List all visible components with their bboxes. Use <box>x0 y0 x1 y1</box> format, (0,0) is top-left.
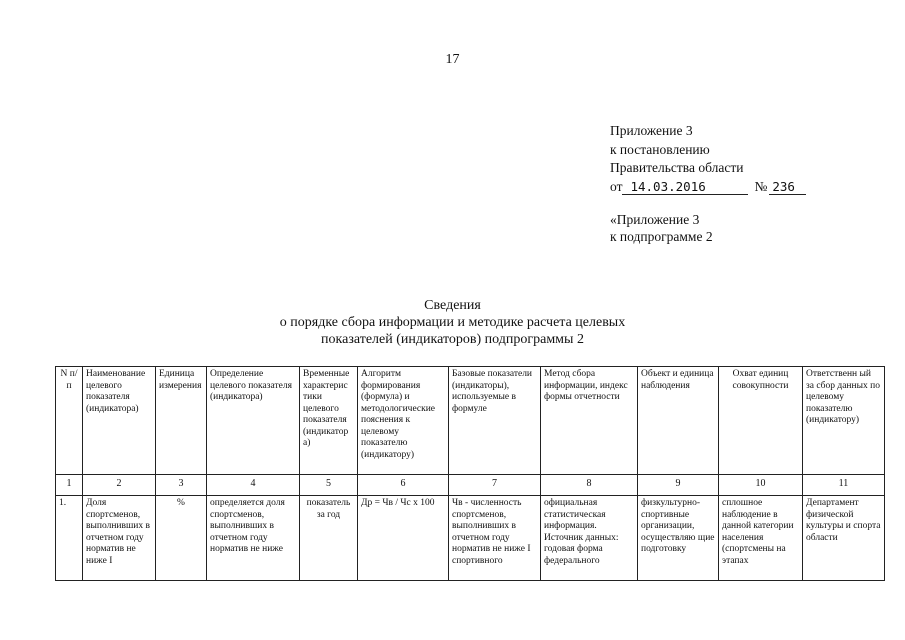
document-title <box>0 297 905 348</box>
time-characteristics-cell: показатель за год <box>300 496 358 581</box>
indicator-name-cell: Доля спортсменов, выполнивших в отчетном году норматив не ниже I <box>83 496 156 581</box>
row-number-cell: 1. <box>56 496 83 581</box>
collection-method-cell: официальная статистическая информация. Источник данных: годовая форма федерального <box>541 496 638 581</box>
table-row <box>56 496 885 581</box>
subprogram-appendix-block <box>610 211 870 245</box>
subprogram-line-2: к подпрограмме 2 <box>610 229 713 244</box>
column-number: 9 <box>638 475 719 496</box>
title-line-1: Сведения <box>424 298 481 313</box>
appendix-line-2: к постановлению <box>610 141 710 157</box>
observation-object-cell: физкультурно-спортивные организации, осуществляю щие подготовку <box>638 496 719 581</box>
header-cell-responsible: Ответственн ый за сбор данных по целевому показателю (индикатору) <box>803 367 885 475</box>
header-cell-time-characteristics: Временные характерис тики целевого показателя (индикатор а) <box>300 367 358 475</box>
subprogram-line-1: «Приложение 3 <box>610 212 700 227</box>
column-number: 5 <box>300 475 358 496</box>
page-number: 17 <box>445 52 460 67</box>
resolution-number: 236 <box>769 179 806 195</box>
column-number: 7 <box>449 475 541 496</box>
header-cell-unit: Единица измерения <box>156 367 207 475</box>
column-number: 3 <box>156 475 207 496</box>
table-header-row <box>56 367 885 475</box>
algorithm-cell: Др = Чв / Чс х 100 <box>358 496 449 581</box>
column-number: 2 <box>83 475 156 496</box>
header-cell-base-indicators: Базовые показатели (индикаторы), используемые в формуле <box>449 367 541 475</box>
title-line-2: о порядке сбора информации и методике расчета целевых <box>279 315 626 330</box>
header-cell-definition: Определение целевого показателя (индикатора) <box>207 367 300 475</box>
title-line-3: показателей (индикаторов) подпрограммы 2 <box>321 332 584 347</box>
column-number: 4 <box>207 475 300 496</box>
header-cell-observation-object: Объект и единица наблюдения <box>638 367 719 475</box>
column-number: 1 <box>56 475 83 496</box>
number-sign: № <box>754 178 768 194</box>
resolution-date: 14.03.2016 <box>622 179 748 195</box>
header-cell-algorithm: Алгоритм формирования (формула) и методологические пояснения к целевому показателю (индикатору) <box>358 367 449 475</box>
header-cell-number: N п/п <box>56 367 83 475</box>
appendix-block <box>610 122 870 196</box>
appendix-line-3: Правительства области <box>610 160 744 175</box>
unit-cell: % <box>156 496 207 581</box>
resolution-date-number-line <box>610 178 870 197</box>
column-number: 8 <box>541 475 638 496</box>
column-number: 10 <box>719 475 803 496</box>
header-cell-coverage: Охват единиц совокупности <box>719 367 803 475</box>
column-number: 11 <box>803 475 885 496</box>
header-cell-name: Наименование целевого показателя (индикатора) <box>83 367 156 475</box>
coverage-cell: сплошное наблюдение в данной категории населения (спортсмены на этапах <box>719 496 803 581</box>
column-number: 6 <box>358 475 449 496</box>
from-label: от <box>610 178 623 194</box>
header-cell-collection-method: Метод сбора информации, индекс формы отчетности <box>541 367 638 475</box>
base-indicators-cell: Чв - численность спортсменов, выполнивших в отчетном году норматив не ниже I спортивного <box>449 496 541 581</box>
column-number-row <box>56 475 885 496</box>
indicators-table <box>55 366 885 581</box>
appendix-line-1: Приложение 3 <box>610 123 693 138</box>
responsible-cell: Департамент физической культуры и спорта области <box>803 496 885 581</box>
definition-cell: определяется доля спортсменов, выполнивших в отчетном году норматив не ниже <box>207 496 300 581</box>
